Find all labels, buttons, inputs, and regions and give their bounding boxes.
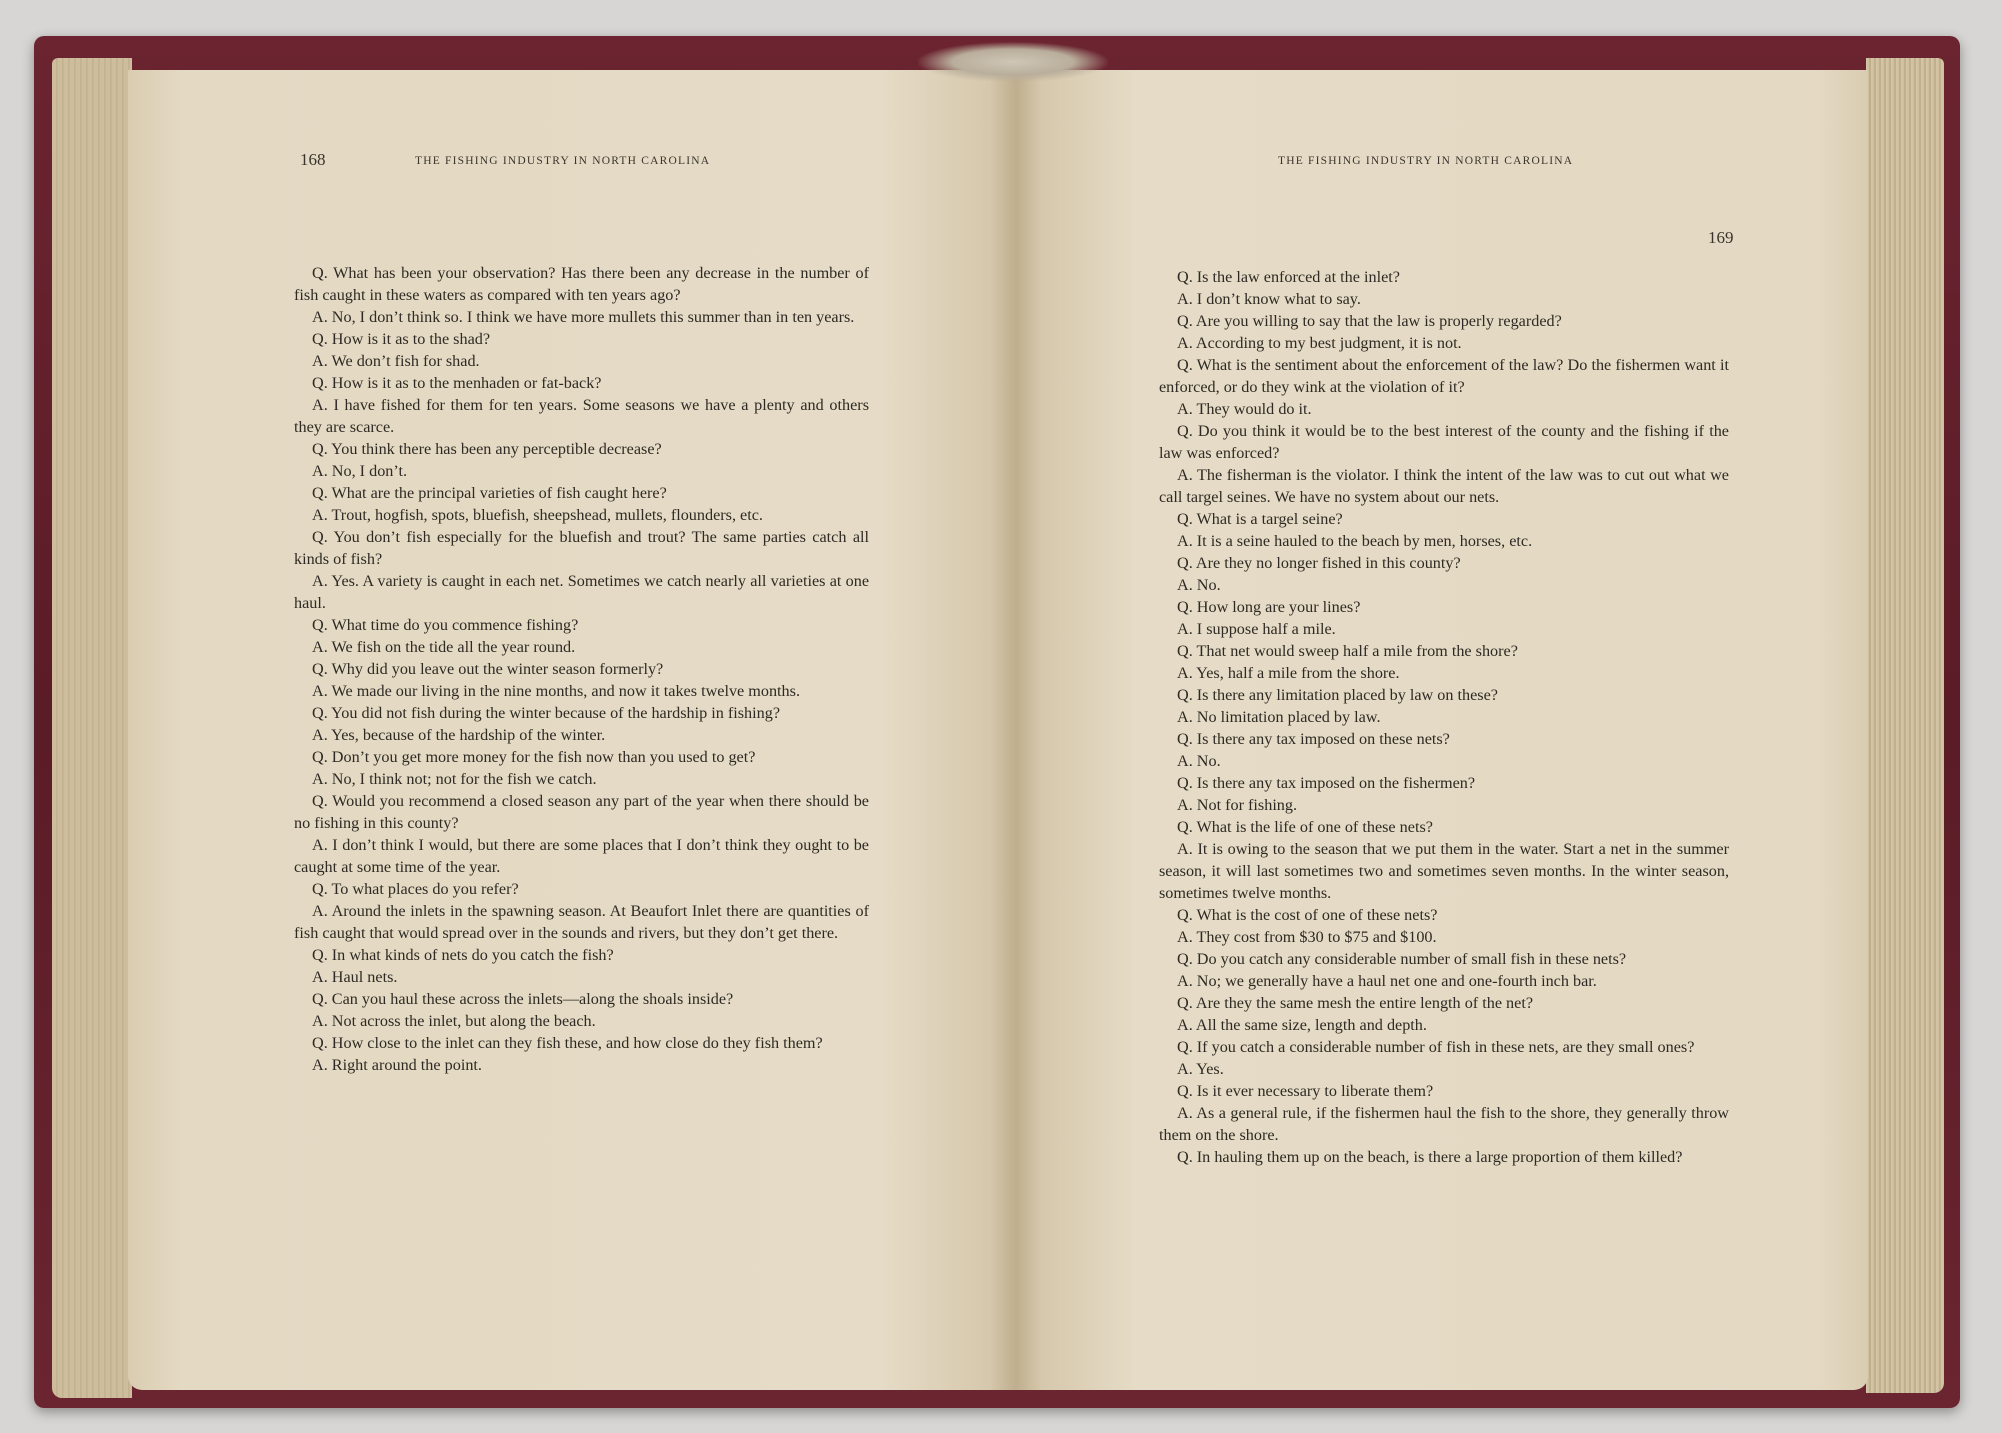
- right-paragraph: A. Not for fishing.: [1177, 796, 1298, 814]
- right-paragraph: Q. Do you think it would be to the best interest of the county and the fishing if the law was enforced?: [1159, 422, 1729, 462]
- left-paragraph: A. I don’t think I would, but there are some places that I don’t think they ought to be caught at some time of the year.: [294, 836, 869, 876]
- right-paragraph: A. Yes, half a mile from the shore.: [1177, 664, 1400, 682]
- left-paragraph: Q. What has been your observation? Has there been any decrease in the number of fish caught in these waters as compared with ten years ago?: [294, 264, 869, 304]
- left-paragraph: A. No, I think not; not for the fish we catch.: [312, 770, 597, 788]
- right-paragraph: A. No.: [1177, 576, 1221, 594]
- left-paragraph: Q. What are the principal varieties of fish caught here?: [312, 484, 667, 502]
- right-paragraph: Q. Are they no longer fished in this county?: [1177, 554, 1461, 572]
- right-paragraph: Q. That net would sweep half a mile from the shore?: [1177, 642, 1518, 660]
- left-paragraph: A. We made our living in the nine months, and now it takes twelve months.: [312, 682, 800, 700]
- left-paragraph: Q. Can you haul these across the inlets—along the shoals inside?: [312, 990, 734, 1008]
- right-paragraph: A. I suppose half a mile.: [1177, 620, 1336, 638]
- right-paragraph: A. They cost from $30 to $75 and $100.: [1177, 928, 1437, 946]
- right-paragraph: Q. How long are your lines?: [1177, 598, 1361, 616]
- right-paragraph: Q. What is a targel seine?: [1177, 510, 1343, 528]
- right-paragraph: Q. Are you willing to say that the law is properly regarded?: [1177, 312, 1562, 330]
- right-paragraph: A. Yes.: [1177, 1060, 1224, 1078]
- right-paragraph: A. No limitation placed by law.: [1177, 708, 1381, 726]
- left-paragraph: Q. You think there has been any perceptible decrease?: [312, 440, 662, 458]
- right-paragraph: A. As a general rule, if the fishermen haul the fish to the shore, they generally throw them on the shore.: [1159, 1104, 1729, 1144]
- right-paragraph: Q. Is the law enforced at the inlet?: [1177, 268, 1400, 286]
- left-paragraph: Q. Would you recommend a closed season any part of the year when there should be no fishing in this county?: [294, 792, 869, 832]
- right-paragraph: Q. Is there any limitation placed by law on these?: [1177, 686, 1498, 704]
- left-paragraph: A. We fish on the tide all the year round.: [312, 638, 576, 656]
- left-running-head: THE FISHING INDUSTRY IN NORTH CAROLINA: [415, 155, 711, 167]
- page-edges-right: [1866, 58, 1944, 1393]
- left-paragraph: Q. How is it as to the menhaden or fat-back?: [312, 374, 602, 392]
- right-paragraph: A. No.: [1177, 752, 1221, 770]
- left-paragraph: Q. Why did you leave out the winter season formerly?: [312, 660, 664, 678]
- left-paragraph: A. No, I don’t.: [312, 462, 408, 480]
- left-page-number: 168: [300, 150, 326, 169]
- right-paragraph: Q. Do you catch any considerable number of small fish in these nets?: [1177, 950, 1627, 968]
- page-edges-left: [52, 58, 132, 1398]
- right-paragraph: A. The fisherman is the violator. I think the intent of the law was to cut out what we call targel seines. We have no system about our nets.: [1159, 466, 1729, 506]
- right-paragraph: A. According to my best judgment, it is not.: [1177, 334, 1462, 352]
- right-paragraph: A. It is a seine hauled to the beach by men, horses, etc.: [1177, 532, 1533, 550]
- right-paragraph: Q. Is there any tax imposed on these nets?: [1177, 730, 1450, 748]
- left-paragraph: A. Trout, hogfish, spots, bluefish, sheepshead, mullets, flounders, etc.: [312, 506, 763, 524]
- right-page-number: 169: [1708, 228, 1734, 247]
- right-page-body: [1159, 266, 1729, 1168]
- right-paragraph: Q. Is it ever necessary to liberate them?: [1177, 1082, 1434, 1100]
- right-paragraph: Q. Is there any tax imposed on the fishermen?: [1177, 774, 1476, 792]
- left-paragraph: Q. How is it as to the shad?: [312, 330, 491, 348]
- left-paragraph: Q. You don’t fish especially for the bluefish and trout? The same parties catch all kinds of fish?: [294, 528, 869, 568]
- left-paragraph: Q. How close to the inlet can they fish these, and how close do they fish them?: [312, 1034, 823, 1052]
- left-paragraph: A. Haul nets.: [312, 968, 398, 986]
- right-paragraph: Q. In hauling them up on the beach, is there a large proportion of them killed?: [1177, 1148, 1683, 1166]
- left-paragraph: Q. Don’t you get more money for the fish now than you used to get?: [312, 748, 756, 766]
- left-paragraph: A. Right around the point.: [312, 1056, 482, 1074]
- right-paragraph: A. It is owing to the season that we put them in the water. Start a net in the summer season, it will last sometimes two and sometimes seven months. In the winter season, sometimes twelve months.: [1159, 840, 1729, 902]
- left-paragraph: Q. You did not fish during the winter because of the hardship in fishing?: [312, 704, 781, 722]
- left-page-body: [294, 262, 869, 1076]
- left-paragraph: A. Yes, because of the hardship of the winter.: [312, 726, 606, 744]
- right-paragraph: A. No; we generally have a haul net one and one-fourth inch bar.: [1177, 972, 1597, 990]
- left-paragraph: A. I have fished for them for ten years. Some seasons we have a plenty and others they are scarce.: [294, 396, 869, 436]
- left-paragraph: A. Not across the inlet, but along the beach.: [312, 1012, 596, 1030]
- left-paragraph: A. Yes. A variety is caught in each net. Sometimes we catch nearly all varieties at one haul.: [294, 572, 869, 612]
- left-paragraph: Q. What time do you commence fishing?: [312, 616, 579, 634]
- right-paragraph: Q. What is the cost of one of these nets?: [1177, 906, 1438, 924]
- left-paragraph: A. No, I don’t think so. I think we have more mullets this summer than in ten years.: [312, 308, 855, 326]
- right-paragraph: A. I don’t know what to say.: [1177, 290, 1361, 308]
- right-running-head: THE FISHING INDUSTRY IN NORTH CAROLINA: [1278, 155, 1574, 167]
- left-paragraph: Q. In what kinds of nets do you catch the fish?: [312, 946, 614, 964]
- right-paragraph: A. All the same size, length and depth.: [1177, 1016, 1427, 1034]
- right-paragraph: Q. What is the sentiment about the enforcement of the law? Do the fishermen want it enforced, or do they wink at the violation of it?: [1159, 356, 1729, 396]
- left-paragraph: Q. To what places do you refer?: [312, 880, 519, 898]
- left-paragraph: A. We don’t fish for shad.: [312, 352, 480, 370]
- right-paragraph: Q. What is the life of one of these nets?: [1177, 818, 1433, 836]
- right-paragraph: A. They would do it.: [1177, 400, 1312, 418]
- right-paragraph: Q. Are they the same mesh the entire length of the net?: [1177, 994, 1534, 1012]
- torn-spine: [918, 42, 1108, 82]
- right-paragraph: Q. If you catch a considerable number of fish in these nets, are they small ones?: [1177, 1038, 1695, 1056]
- left-paragraph: A. Around the inlets in the spawning season. At Beaufort Inlet there are quantities of fish caught that would spread over in the sounds and rivers, but they don’t get there.: [294, 902, 869, 942]
